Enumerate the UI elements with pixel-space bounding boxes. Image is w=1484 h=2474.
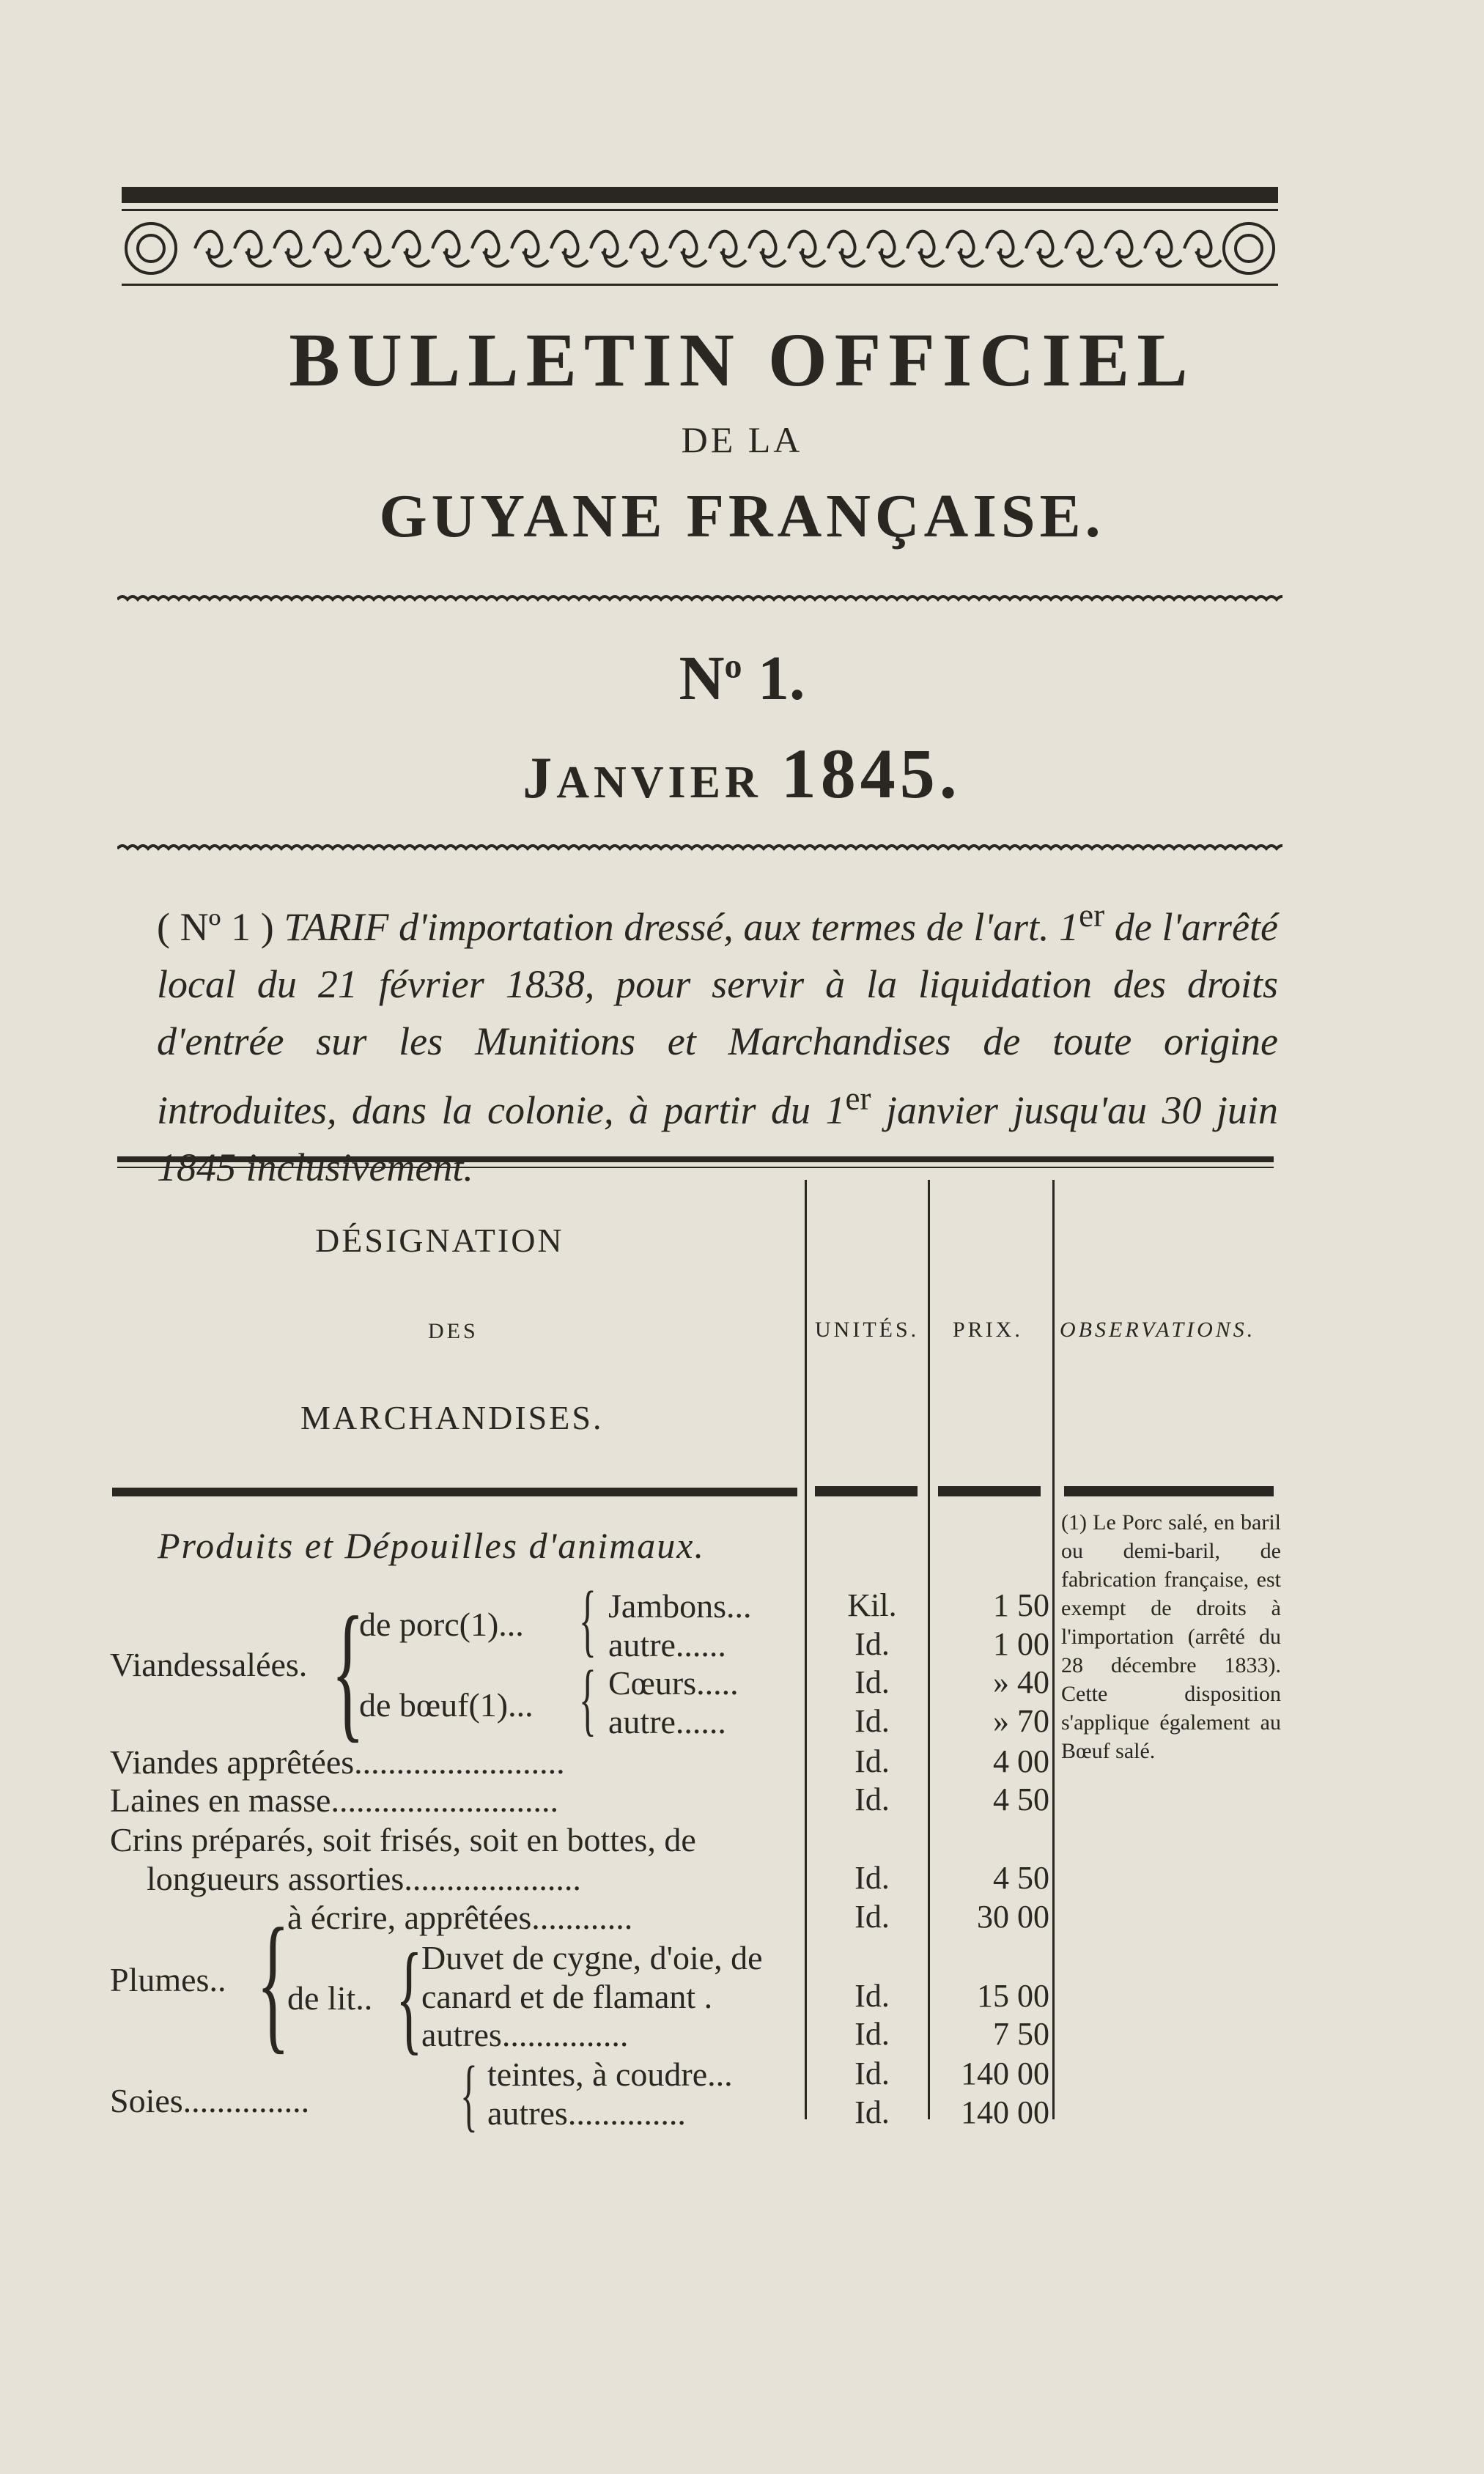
row-price: 15 00 [977,1978,1049,2014]
row-unit: Id. [854,1664,890,1700]
row-label: longueurs assorties..................... [147,1860,581,1897]
ornamental-header-band [122,187,1278,289]
bulletin-subtitle: DE LA [681,419,803,460]
bulletin-region: GUYANE FRANÇAISE. [379,482,1105,550]
column-divider-units [805,1180,807,2119]
header-rule-designation [112,1488,797,1496]
brace-boeuf: { [579,1654,597,1743]
row-unit: Id. [854,1899,890,1935]
header-rule-price [938,1486,1041,1496]
column-divider-observations [1052,1180,1055,2119]
table-top-rule [117,1156,1274,1162]
row-unit: Id. [854,2016,890,2052]
brace-porc: { [579,1575,597,1664]
row-label: teintes, à coudre... [487,2056,733,2093]
row-label: autre...... [608,1626,726,1664]
row-price: 140 00 [961,2056,1049,2091]
brace-plumes: { [256,1897,290,2067]
brace-viandes: { [331,1586,365,1756]
header-designation-3: MARCHANDISES. [300,1399,604,1436]
row-unit: Id. [854,1626,890,1662]
row-price: 30 00 [977,1899,1049,1935]
header-rule-units [815,1486,918,1496]
row-label: Viandes apprêtées......................... [110,1743,565,1781]
group-de-boeuf: de bœuf(1)... [359,1686,534,1724]
brace-de-lit: { [396,1928,423,2066]
row-price: » 40 [993,1664,1049,1700]
row-unit: Kil. [847,1587,897,1623]
row-price: 4 50 [993,1781,1049,1817]
row-price: 4 00 [993,1743,1049,1779]
row-price: 1 50 [993,1587,1049,1623]
issue-number: $N^o$ 1. [679,643,805,713]
header-price: PRIX. [953,1318,1023,1342]
wavy-divider-bottom [117,843,1282,854]
tariff-introduction: ( Nº 1 ) TARIF d'importation dressé, aux termes de l'art. 1er de l'arrêté local du 21 février 1838, pour servir à la liquidation des droits d'entrée sur les Munitions et Marchandises de toute origine introduites, dans la colonie, à partir du 1er janvier jusqu'au 30 juin [157,897,1278,1132]
group-viandes-salees: Viandessalées. [110,1646,308,1683]
header-units: UNITÉS. [815,1318,920,1342]
row-price: 1 00 [993,1626,1049,1662]
group-de-lit: de lit.. [287,1979,373,2017]
row-price: 7 50 [993,2016,1049,2052]
row-label: autres.............. [487,2094,686,2132]
row-price: 140 00 [961,2094,1049,2130]
row-price: 4 50 [993,1860,1049,1896]
header-designation-2: DES [428,1319,479,1343]
group-plumes: Plumes.. [110,1961,226,1998]
row-label: Laines en masse........................... [110,1781,558,1819]
row-unit: Id. [854,2094,890,2130]
row-label: canard et de flamant . [421,1978,713,2015]
row-label: Crins préparés, soit frisés, soit en bottes, de [110,1821,696,1858]
section-title: Produits et Dépouilles d'animaux. [158,1525,705,1566]
observation-note: (1) Le Porc salé, en baril ou demi-baril, de fabrication française, est exempt de droits à l'importation (arrêté du 28 décembre 1833). Cette disposition s'applique également au Bœuf salé. [1061,1510,1281,1763]
row-label: Duvet de cygne, d'oie, de [421,1939,763,1976]
row-label: à écrire, apprêtées............ [287,1899,633,1936]
brace-soies: { [460,2050,478,2139]
wavy-divider-top [117,594,1282,605]
row-label: autre...... [608,1703,726,1740]
row-unit: Id. [854,1703,890,1739]
row-unit: Id. [854,1860,890,1896]
row-label: Cœurs..... [608,1664,739,1702]
row-price: » 70 [993,1703,1049,1739]
row-unit: Id. [854,1978,890,2014]
bulletin-title: BULLETIN OFFICIEL [289,318,1195,402]
header-observations: OBSERVATIONS. [1060,1318,1256,1342]
row-label: autres............... [421,2016,629,2053]
table-top-rule-thin [117,1167,1274,1168]
row-unit: Id. [854,1743,890,1779]
group-de-porc: de porc(1)... [359,1606,524,1643]
header-rule-observations [1064,1486,1274,1496]
row-unit: Id. [854,1781,890,1817]
row-unit: Id. [854,2056,890,2091]
row-label: Jambons... [608,1587,752,1625]
group-soies: Soies............... [110,2082,310,2119]
issue-date: JANVIER 1845. [523,734,961,813]
header-designation-1: DÉSIGNATION [315,1222,564,1259]
